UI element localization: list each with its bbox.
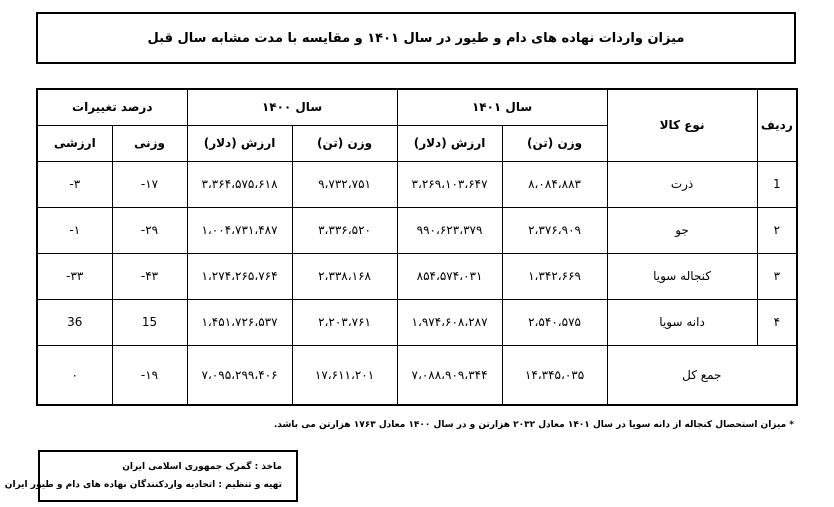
weight-1400: ۲،۲۰۳،۷۶۱ [292, 299, 397, 345]
weight-1401: ۲،۳۷۶،۹۰۹ [502, 207, 607, 253]
header-value-1401: ارزش (دلار) [397, 125, 502, 161]
product-name: کنجاله سویا [607, 253, 757, 299]
value-change: -۱ [37, 207, 112, 253]
total-label: جمع کل [607, 345, 797, 405]
row-number: ۴ [757, 299, 797, 345]
weight-1400: ۲،۳۳۸،۱۶۸ [292, 253, 397, 299]
header-product: نوع کالا [607, 89, 757, 161]
product-name: ذرت [607, 161, 757, 207]
source-box [4, 450, 298, 502]
weight-change: 15 [112, 299, 187, 345]
weight-1400: ۳،۳۳۶،۵۲۰ [292, 207, 397, 253]
value-1400: ۱،۲۷۴،۲۶۵،۷۶۴ [187, 253, 292, 299]
header-row-1 [37, 89, 797, 125]
weight-1401: ۲،۵۴۰،۵۷۵ [502, 299, 607, 345]
total-row [37, 345, 797, 405]
footnote: * میزان استحصال کنجاله از دانه سویا در سال ۱۴۰۱ معادل ۲۰۳۲ هزارتن و در سال ۱۴۰۰ معادل ۱۷۶۳ هزارتن می باشد. [273, 420, 794, 430]
header-weight-change: وزنی [112, 125, 187, 161]
imports-table [36, 88, 798, 406]
table-row [37, 161, 797, 207]
value-1400: ۱،۰۰۴،۷۳۱،۴۸۷ [187, 207, 292, 253]
value-1400: ۳،۳۶۴،۵۷۵،۶۱۸ [187, 161, 292, 207]
header-row-number: ردیف [757, 89, 797, 161]
total-weight-1400: ۱۷،۶۱۱،۲۰۱ [292, 345, 397, 405]
header-value-1400: ارزش (دلار) [187, 125, 292, 161]
source-line: ماخذ : گمرک جمهوری اسلامی ایران [122, 462, 282, 472]
total-value-1401: ۷،۰۸۸،۹۰۹،۳۴۴ [397, 345, 502, 405]
header-weight-1401: وزن (تن) [502, 125, 607, 161]
value-change: -۳۳ [37, 253, 112, 299]
product-name: دانه سویا [607, 299, 757, 345]
header-year-1401: سال ۱۴۰۱ [397, 89, 607, 125]
header-year-1400: سال ۱۴۰۰ [187, 89, 397, 125]
value-1401: ۳،۲۶۹،۱۰۳،۶۴۷ [397, 161, 502, 207]
header-value-change: ارزشی [37, 125, 112, 161]
table-row [37, 299, 797, 345]
row-number: 1 [757, 161, 797, 207]
total-weight-change: -۱۹ [112, 345, 187, 405]
value-change: 36 [37, 299, 112, 345]
table-row [37, 253, 797, 299]
product-name: جو [607, 207, 757, 253]
weight-change: -۴۳ [112, 253, 187, 299]
title-box [36, 12, 796, 64]
total-value-change: ۰ [37, 345, 112, 405]
value-1401: ۸۵۴،۵۷۴،۰۳۱ [397, 253, 502, 299]
value-change: -۳ [37, 161, 112, 207]
value-1401: ۱،۹۷۴،۶۰۸،۲۸۷ [397, 299, 502, 345]
prepared-by-line: تهیه و تنظیم : اتحادیه واردکنندگان نهاده های دام و طیور ایران [4, 480, 282, 490]
value-1401: ۹۹۰،۶۲۳،۳۷۹ [397, 207, 502, 253]
weight-1400: ۹،۷۳۲،۷۵۱ [292, 161, 397, 207]
weight-1401: ۱،۳۴۲،۶۶۹ [502, 253, 607, 299]
total-value-1400: ۷،۰۹۵،۲۹۹،۴۰۶ [187, 345, 292, 405]
row-number: ۲ [757, 207, 797, 253]
weight-change: -۲۹ [112, 207, 187, 253]
row-number: ۳ [757, 253, 797, 299]
value-1400: ۱،۴۵۱،۷۲۶،۵۳۷ [187, 299, 292, 345]
weight-1401: ۸،۰۸۴،۸۸۳ [502, 161, 607, 207]
total-weight-1401: ۱۴،۳۴۵،۰۳۵ [502, 345, 607, 405]
header-change: درصد تغییرات [37, 89, 187, 125]
table-row [37, 207, 797, 253]
weight-change: -۱۷ [112, 161, 187, 207]
document-title: میزان واردات نهاده های دام و طیور در سال ۱۴۰۱ و مقایسه با مدت مشابه سال قبل [147, 30, 685, 46]
header-weight-1400: وزن (تن) [292, 125, 397, 161]
